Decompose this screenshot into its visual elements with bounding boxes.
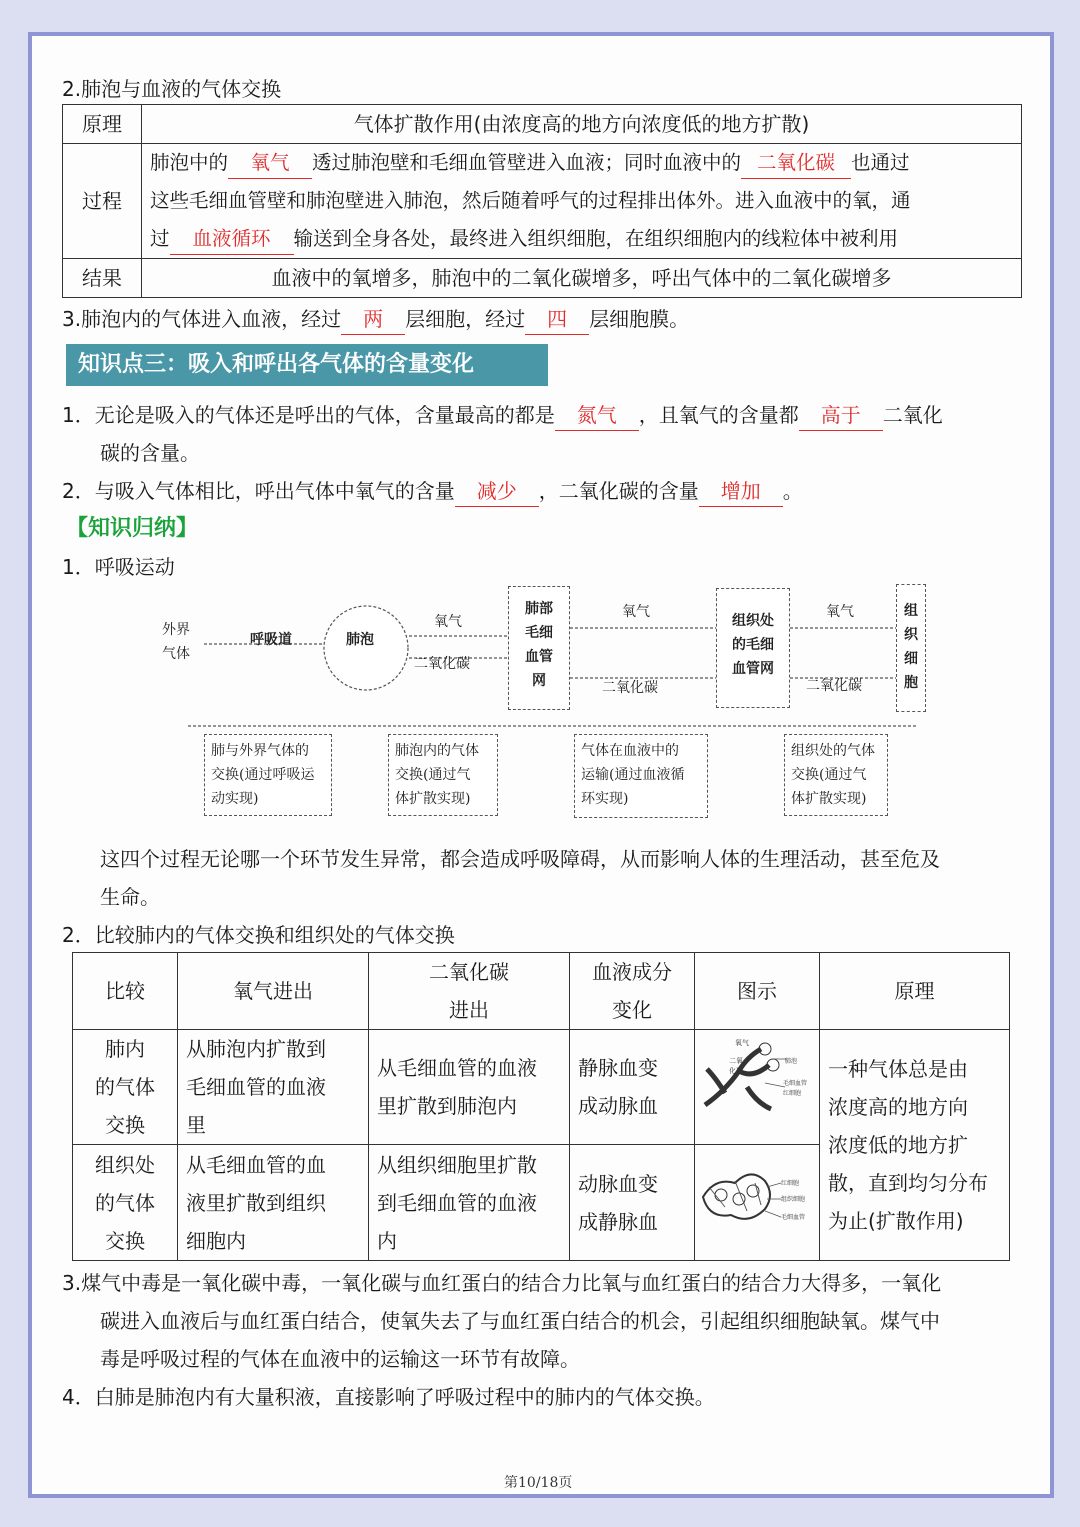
- svg-text:化碳: 化碳: [729, 1067, 743, 1075]
- summary-heading: 【知识归纳】: [66, 516, 199, 541]
- blank-two: 两: [341, 304, 405, 335]
- row1-name: 肺内 的气体 交换: [73, 1030, 178, 1145]
- blank-decrease: 减少: [455, 476, 539, 507]
- summary-item-1: 1．呼吸运动: [62, 555, 175, 579]
- item-3-line-3: 毒是呼吸过程的气体在血液中的运输这一环节有故障。: [100, 1347, 580, 1371]
- row2-o2: 从毛细血管的血 液里扩散到组织 细胞内: [178, 1145, 369, 1261]
- principle-cell: 一种气体总是由 浓度高的地方向 浓度低的地方扩 散，直到均匀分布 为止(扩散作用): [820, 1030, 1010, 1261]
- tissue-capillary-box: 组织处 的毛细 血管网: [716, 588, 790, 708]
- blank-circulation: 血液循环: [170, 224, 294, 255]
- lung-capillary-box: 肺部 毛细 血管 网: [508, 586, 570, 710]
- blank-four: 四: [525, 304, 589, 335]
- compare-title: 2．比较肺内的气体交换和组织处的气体交换: [62, 923, 455, 947]
- principle-text: 气体扩散作用(由浓度高的地方向浓度低的地方扩散): [142, 105, 1022, 144]
- th-blood: 血液成分 变化: [570, 953, 695, 1030]
- th-compare: 比较: [73, 953, 178, 1030]
- sec3-line: 3.肺泡内的气体进入血液，经过 两 层细胞，经过 四 层细胞膜。: [62, 300, 689, 338]
- svg-text:组织细胞: 组织细胞: [781, 1195, 806, 1203]
- result-text: 血液中的氧增多，肺泡中的二氧化碳增多，呼出气体中的二氧化碳增多: [142, 259, 1022, 298]
- th-co2: 二氧化碳 进出: [369, 953, 570, 1030]
- o2-label-1: 氧气: [434, 614, 462, 630]
- o2-label-3: 氧气: [826, 604, 854, 620]
- outside-label-2: 气体: [162, 646, 190, 662]
- item-4: 4．白肺是肺泡内有大量积液，直接影响了呼吸过程中的肺内的气体交换。: [62, 1385, 715, 1409]
- th-figure: 图示: [695, 953, 820, 1030]
- svg-text:毛细血管: 毛细血管: [783, 1080, 807, 1087]
- svg-text:氧气: 氧气: [735, 1039, 749, 1047]
- row1-figure: [695, 1030, 820, 1145]
- kp3-item-1: 1．无论是吸入的气体还是呼出的气体，含量最高的都是 氮气 ，且氧气的含量都 高于 二氧化: [62, 396, 943, 434]
- co2-label-2: 二氧化碳: [602, 680, 658, 696]
- blank-co2: 二氧化碳: [741, 148, 851, 179]
- row1-o2: 从肺泡内扩散到 毛细血管的血液 里: [178, 1030, 369, 1145]
- svg-text:肺泡: 肺泡: [785, 1058, 798, 1065]
- note-line-1: 这四个过程无论哪一个环节发生异常，都会造成呼吸障碍，从而影响人体的生理活动，甚至危及: [100, 847, 940, 871]
- lung-exchange-figure: [695, 1031, 807, 1131]
- blank-oxygen: 氧气: [228, 148, 312, 179]
- section-title: 2.肺泡与血液的气体交换: [62, 77, 282, 101]
- process-box-3: 气体在血液中的 运输(通过血液循 环实现): [574, 734, 708, 818]
- blank-increase: 增加: [699, 476, 783, 507]
- compare-table: [72, 952, 1010, 1261]
- kp3-item-1-cont: 碳的含量。: [100, 441, 200, 465]
- svg-text:红细胞: 红细胞: [783, 1090, 802, 1097]
- tissue-cell-box: 组 织 细 胞: [896, 584, 926, 712]
- row2-name: 组织处 的气体 交换: [73, 1145, 178, 1261]
- blank-nitrogen: 氮气: [555, 400, 639, 431]
- blank-higher: 高于: [799, 400, 883, 431]
- result-label: 结果: [63, 259, 142, 298]
- th-o2: 氧气进出: [178, 953, 369, 1030]
- svg-text:二氧: 二氧: [729, 1057, 743, 1065]
- co2-label-3: 二氧化碳: [806, 678, 862, 694]
- o2-label-2: 氧气: [622, 604, 650, 620]
- svg-text:红细胞: 红细胞: [781, 1179, 800, 1187]
- page-number: 第10/18页: [504, 1475, 573, 1491]
- process-box-1: 肺与外界气体的 交换(通过呼吸运 动实现): [204, 734, 332, 816]
- gas-exchange-table: [62, 104, 1022, 298]
- row1-blood: 静脉血变 成动脉血: [570, 1030, 695, 1145]
- respiration-diagram: [152, 584, 932, 836]
- process-text: 肺泡中的 氧气 透过肺泡壁和毛细血管壁进入血液；同时血液中的 二氧化碳 也通过 这些毛细血管壁和肺泡壁进入肺泡，然后随着呼气的过程排出体外。进入血液中的氧，通 过 血液循环 输送到全身各处，最终进入组织细胞，在组织细胞内的线粒体中被利用: [142, 144, 1022, 259]
- item-3-line-1: 3.煤气中毒是一氧化碳中毒，一氧化碳与血红蛋白的结合力比氧与血红蛋白的结合力大得多，一氧化: [62, 1271, 942, 1295]
- process-box-4: 组织处的气体 交换(通过气 体扩散实现): [784, 734, 888, 816]
- row2-figure: [695, 1145, 820, 1261]
- page: [28, 32, 1054, 1498]
- item-3-line-2: 碳进入血液后与血红蛋白结合，使氧失去了与血红蛋白结合的机会，引起组织细胞缺氧。煤气中: [100, 1309, 940, 1333]
- process-label: 过程: [63, 144, 142, 259]
- row2-blood: 动脉血变 成静脉血: [570, 1145, 695, 1261]
- row2-co2: 从组织细胞里扩散 到毛细血管的血液 内: [369, 1145, 570, 1261]
- knowledge-point-heading: 知识点三：吸入和呼出各气体的含量变化: [66, 344, 548, 386]
- kp3-item-2: 2．与吸入气体相比，呼出气体中氧气的含量 减少 ，二氧化碳的含量 增加 。: [62, 472, 803, 510]
- row1-co2: 从毛细血管的血液 里扩散到肺泡内: [369, 1030, 570, 1145]
- svg-text:毛细血管: 毛细血管: [781, 1213, 806, 1221]
- tissue-exchange-figure: [695, 1147, 807, 1247]
- outside-label: 外界: [162, 622, 190, 638]
- principle-label: 原理: [63, 105, 142, 144]
- process-box-2: 肺泡内的气体 交换(通过气 体扩散实现): [388, 734, 498, 816]
- alveolus-label: 肺泡: [346, 632, 374, 648]
- co2-label-1: 二氧化碳: [414, 656, 470, 672]
- airway-label: 呼吸道: [250, 632, 292, 648]
- note-line-2: 生命。: [100, 885, 160, 909]
- th-principle: 原理: [820, 953, 1010, 1030]
